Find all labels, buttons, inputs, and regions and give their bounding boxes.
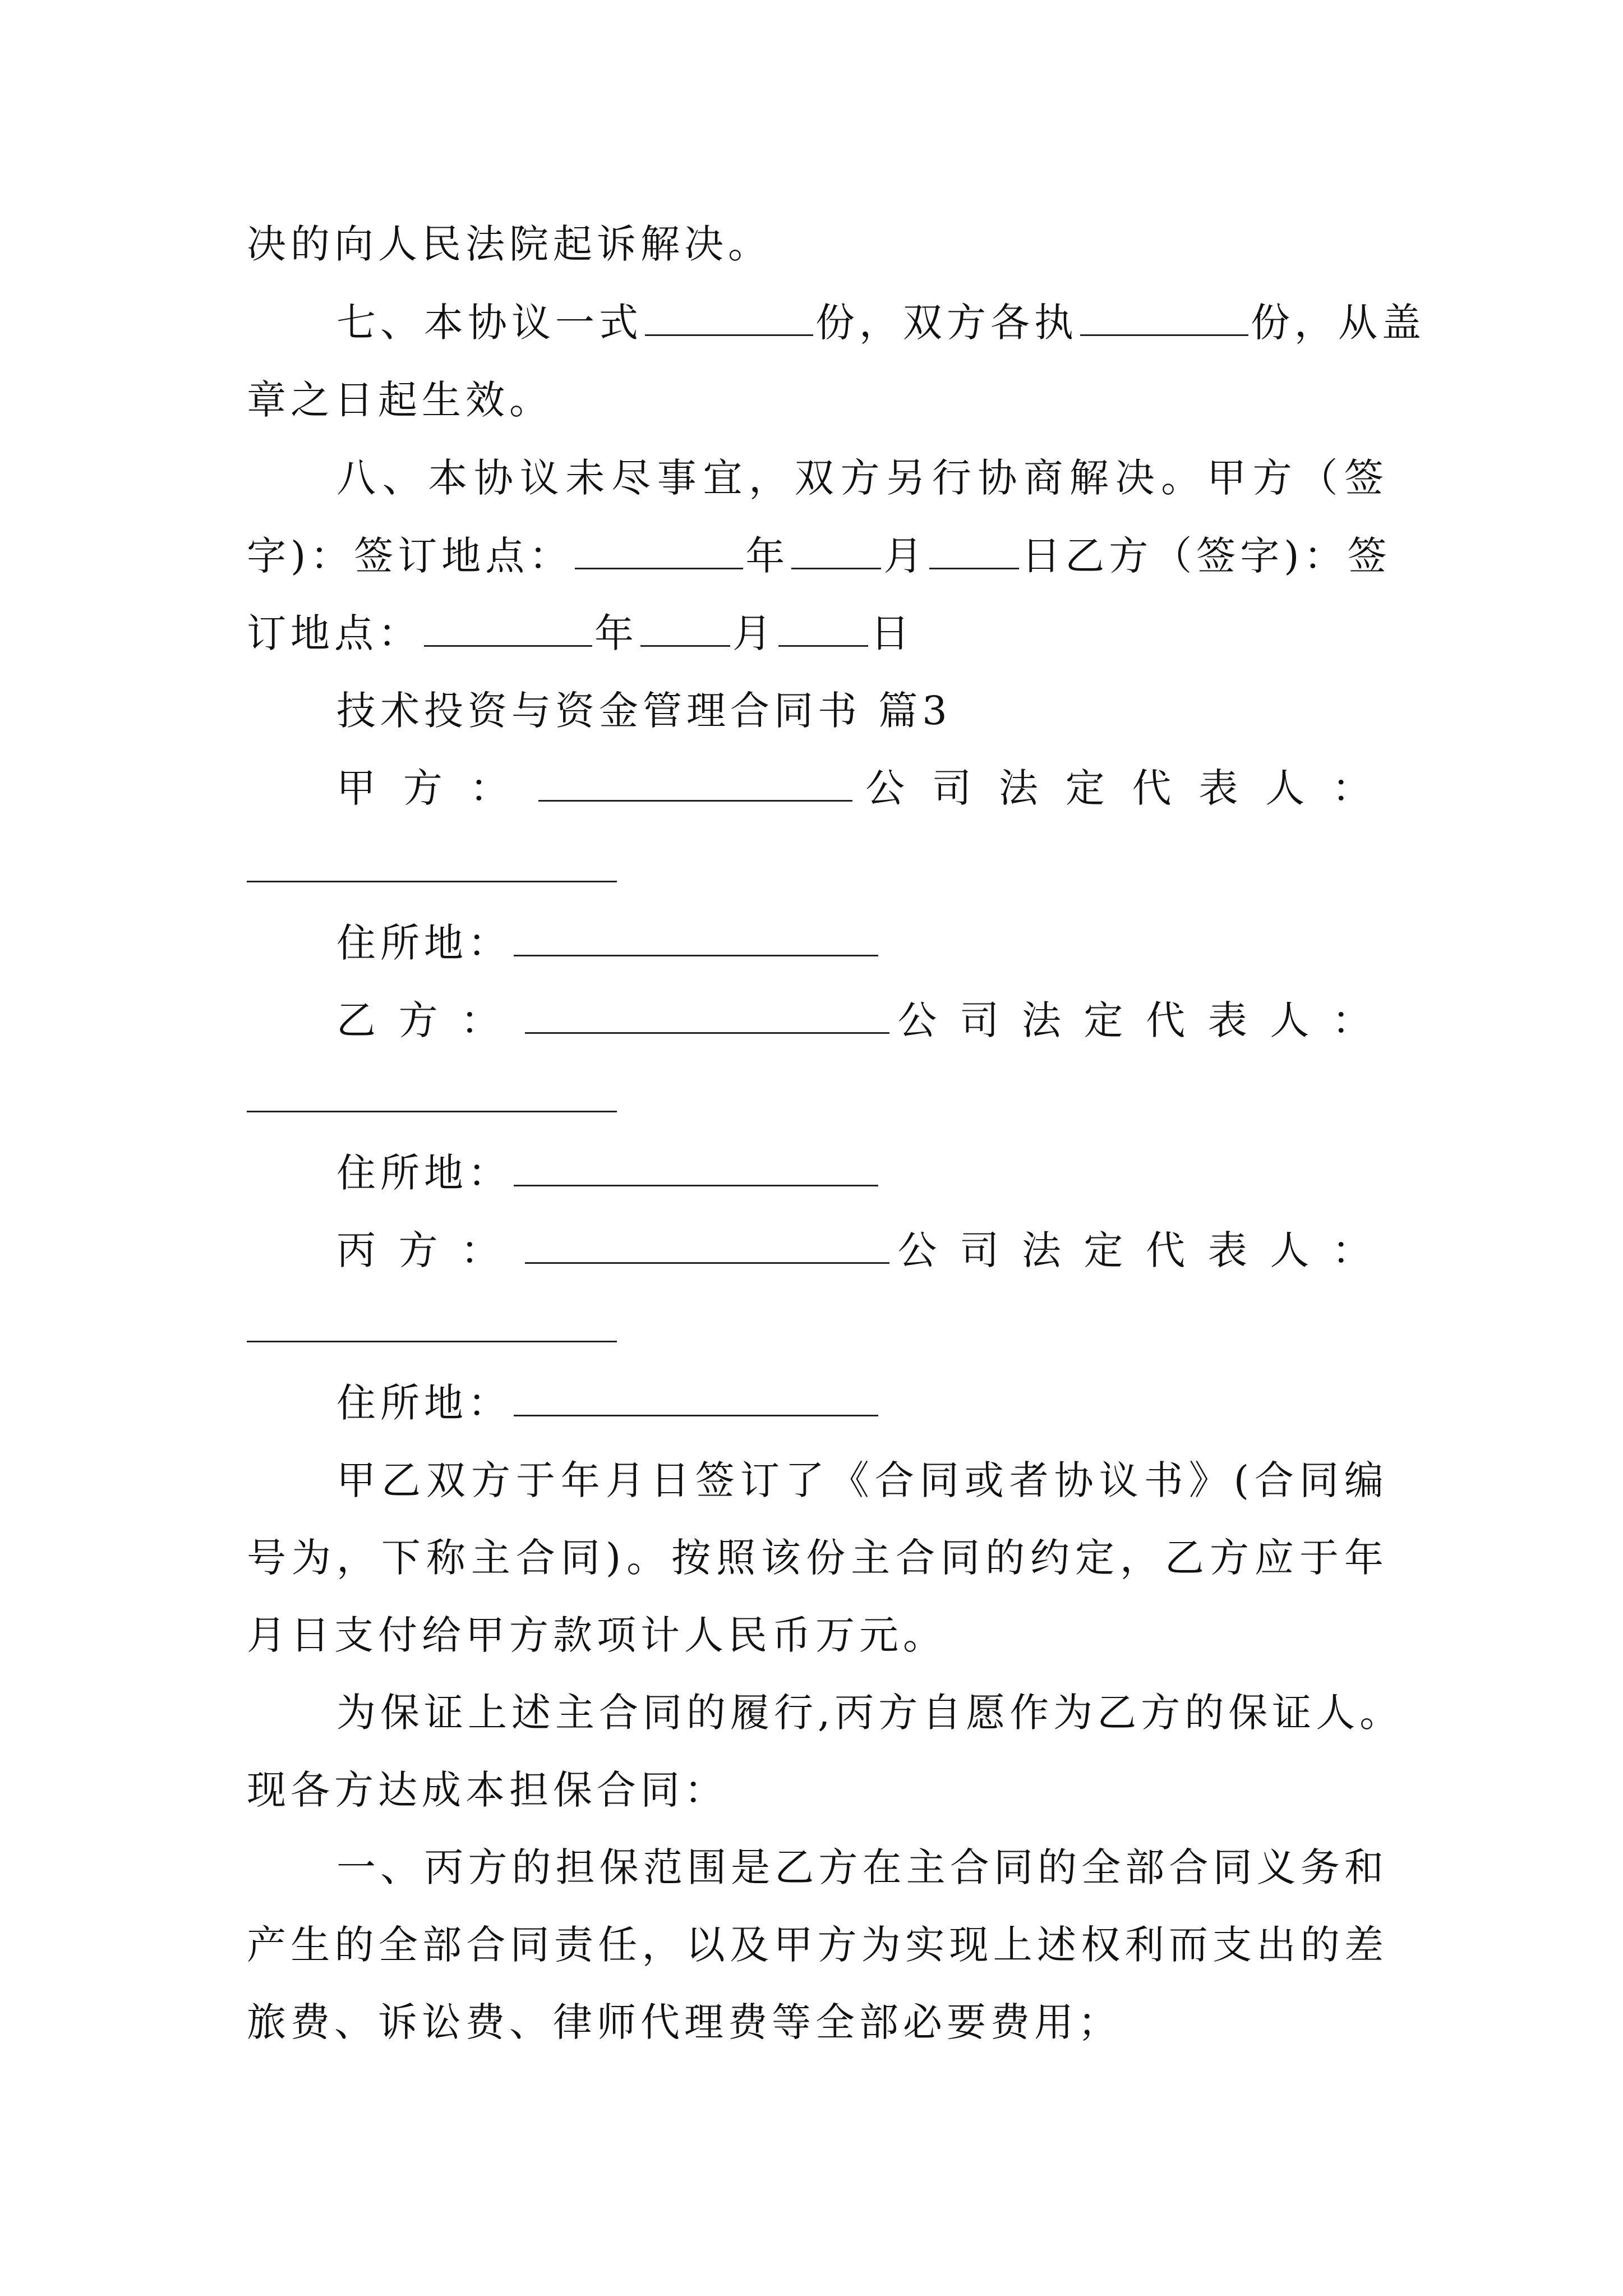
text-line-4 (336, 447, 1388, 509)
blank-each-copies[interactable] (1080, 300, 1248, 336)
line-text: 甲乙双方于年月日签订了《合同或者协议书》(合同编 (336, 1457, 1388, 1503)
line-text: 现各方达成本担保合同： (247, 1767, 728, 1813)
text-line-p1 (336, 1450, 1388, 1511)
text-line-1 (247, 213, 1388, 275)
line-text: 字)：签订地点： (247, 533, 573, 579)
blank-party-a-rep[interactable] (247, 881, 617, 882)
blank-party-b-name[interactable] (525, 997, 889, 1034)
blank-day-b[interactable] (778, 610, 868, 647)
party-c-address-line (336, 1372, 1388, 1434)
line-text: 八、本协议未尽事宜，双方另行协商解决。甲方（签 (336, 455, 1388, 501)
text-line-p8 (247, 1991, 1388, 2053)
line-text: 月 (732, 610, 776, 656)
heading-text: 技术投资与资金管理合同书 篇3 (336, 688, 952, 734)
blank-party-c-rep[interactable] (247, 1341, 617, 1342)
text-line-p7 (247, 1914, 1388, 1976)
line-text: 旅费、诉讼费、律师代理费等全部必要费用； (247, 1999, 1122, 2045)
line-text: 年 (594, 610, 638, 656)
party-b-address-line (336, 1142, 1388, 1204)
blank-party-a-address[interactable] (514, 920, 878, 956)
line-text: 份，从盖 (1251, 300, 1426, 346)
text-line-p5 (247, 1759, 1388, 1821)
party-c-label: 丙方： (336, 1227, 523, 1273)
text-line-p4 (336, 1682, 1404, 1743)
line-text: 号为，下称主合同)。按照该份主合同的约定，乙方应于年 (247, 1535, 1388, 1581)
line-text: 订地点： (247, 610, 422, 656)
blank-party-b-rep[interactable] (247, 1111, 617, 1112)
line-text: 产生的全部合同责任，以及甲方为实现上述权利而支出的差 (247, 1922, 1388, 1968)
text-line-5 (247, 525, 1391, 587)
blank-party-a-name[interactable] (538, 765, 852, 802)
party-c-line (336, 1220, 1388, 1281)
party-a-address-line (336, 912, 1388, 974)
blank-party-c-name[interactable] (525, 1227, 889, 1264)
party-a-label: 甲方： (336, 765, 537, 811)
address-label: 住所地： (336, 920, 511, 966)
line-text: 份，双方各执 (815, 300, 1078, 346)
text-line-p2 (247, 1527, 1388, 1589)
line-text: 月 (883, 533, 928, 579)
section-heading (336, 680, 1388, 742)
text-line-p3 (247, 1604, 1388, 1666)
text-line-6 (247, 602, 1388, 664)
line-text: 日 (870, 610, 914, 656)
text-line-2 (336, 292, 1426, 353)
blank-sign-place[interactable] (575, 533, 743, 569)
text-line-p6 (336, 1837, 1388, 1898)
line-text: 日乙方（签字)：签 (1021, 533, 1391, 579)
legal-rep-label: 公司法定代表人： (891, 997, 1389, 1043)
line-text: 月日支付给甲方款项计人民币万元。 (247, 1612, 947, 1658)
party-b-label: 乙方： (336, 997, 523, 1043)
party-b-line (336, 990, 1388, 1051)
legal-rep-label: 公司法定代表人： (891, 1227, 1389, 1273)
address-label: 住所地： (336, 1150, 511, 1196)
line-text: 年 (745, 533, 790, 579)
blank-party-c-address[interactable] (514, 1380, 878, 1416)
line-text: 章之日起生效。 (247, 377, 553, 423)
line-text: 一、丙方的担保范围是乙方在主合同的全部合同义务和 (336, 1844, 1388, 1890)
blank-party-b-address[interactable] (514, 1150, 878, 1186)
line-text: 为保证上述主合同的履行,丙方自愿作为乙方的保证人。 (336, 1690, 1404, 1736)
blank-month[interactable] (791, 533, 881, 569)
legal-rep-label: 公司法定代表人： (855, 765, 1389, 811)
party-a-line (336, 757, 1388, 819)
line-text: 七、本协议一式 (336, 300, 643, 346)
line-text: 决的向人民法院起诉解决。 (247, 221, 772, 267)
text-line-3 (247, 369, 1388, 431)
address-label: 住所地： (336, 1380, 511, 1426)
blank-sign-place-b[interactable] (424, 610, 592, 647)
blank-month-b[interactable] (640, 610, 730, 647)
blank-copies[interactable] (645, 300, 813, 336)
blank-day[interactable] (929, 533, 1019, 569)
